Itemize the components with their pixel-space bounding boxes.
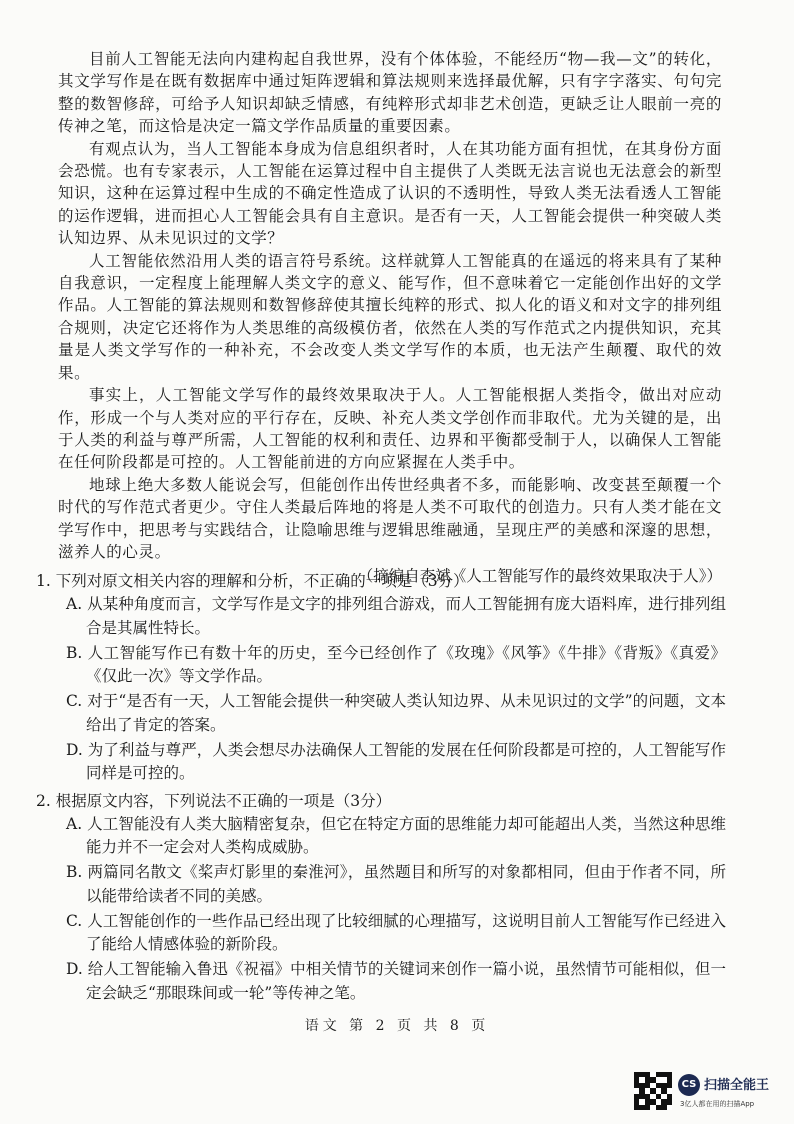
option-a: A. 人工智能没有人类大脑精密复杂，但它在特定方面的思维能力却可能超出人类，当然这种思维能力并不一定会对人类构成威胁。	[66, 814, 726, 856]
passage-paragraph-1: 目前人工智能无法向内建构起自我世界，没有个体体验，不能经历“物—我—文”的转化，其文学写作是在既有数据库中通过矩阵逻辑和算法规则来选择最优解，只有字字落实、句句完整的数智修辞，可给予人知识却缺乏情感，有纯粹形式却非艺术创造，更缺乏让人眼前一亮的传神之笔，而这恰是决定一篇文学作品质量的重要因素。	[58, 50, 722, 136]
question-stem: 2. 根据原文内容，下列说法不正确的一项是（3分）	[36, 791, 392, 810]
question-1	[36, 570, 726, 786]
passage-paragraph-3: 人工智能依然沿用人类的语言符号系统。这样就算人工智能真的在遥远的将来具有了某种自我意识，一定程度上能理解人类文字的意义、能写作，但不意味着它一定能创作出好的文学作品。人工智能的算法规则和数智修辞使其擅长纯粹的形式、拟人化的语义和对文字的排列组合规则，决定它还将作为人类思维的高级模仿者，依然在人类的写作范式之内提供知识，充其量是人类文学写作的一种补充，不会改变人类文学写作的本质，也无法产生颠覆、取代的效果。	[58, 251, 722, 382]
passage-paragraph-2: 有观点认为，当人工智能本身成为信息组织者时，人在其功能方面有担忧，在其身份方面会恐慌。也有专家表示，人工智能在运算过程中自主提供了人类既无法言说也无法意会的新型知识，这种在运算过程中生成的不确定性造成了认识的不透明性，导致人类无法看透人工智能的运作逻辑，进而担心人工智能会具有自主意识。是否有一天，人工智能会提供一种突破人类认知边界、从未见识过的文学？	[58, 139, 722, 248]
question-stem: 1. 下列对原文相关内容的理解和分析，不正确的一项是（3分）	[36, 572, 469, 590]
page-footer: 语文 第 2 页 共 8 页	[304, 1018, 490, 1034]
option-a: A. 从某种角度而言，文学写作是文字的排列组合游戏，而人工智能拥有庞大语料库，进行排列组合是其属性特长。	[66, 595, 726, 637]
passage-paragraph-4: 事实上，人工智能文学写作的最终效果取决于人。人工智能根据人类指令，做出对应动作，形成一个与人类对应的平行存在，反映、补充人类文学创作而非取代。尤为关键的是，出于人类的利益与尊严所需，人工智能的权利和责任、边界和平衡都受制于人，以确保人工智能在任何阶段都是可控的。人工智能前进的方向应紧握在人类手中。	[58, 386, 722, 472]
scanner-tagline: 3亿人都在用的扫描App	[680, 1100, 755, 1108]
camscanner-logo-icon: CS	[678, 1074, 700, 1096]
option-b: B. 两篇同名散文《桨声灯影里的秦淮河》，虽然题目和所写的对象都相同，但由于作者不同，所以能带给读者不同的美感。	[66, 863, 726, 905]
passage-paragraph-5: 地球上绝大多数人能说会写，但能创作出传世经典者不多，而能影响、改变甚至颠覆一个时代的写作范式者更少。守住人类最后阵地的将是人类不可取代的创造力。只有人类才能在文学写作中，把思考与实践结合，让隐喻思维与逻辑思维融通，呈现庄严的美感和深邃的思想，滋养人的心灵。	[58, 475, 722, 561]
passage-source: （摘编自李斌《人工智能写作的最终效果取决于人》）	[357, 567, 722, 586]
scanner-watermark	[634, 1072, 794, 1112]
option-d: D. 为了利益与尊严，人类会想尽办法确保人工智能的发展在任何阶段都是可控的，人工智能写作同样是可控的。	[66, 740, 726, 782]
qr-code-icon	[634, 1072, 672, 1110]
option-c: C. 人工智能创作的一些作品已经出现了比较细腻的心理描写，这说明目前人工智能写作已经进入了能给人情感体验的新阶段。	[66, 911, 726, 953]
scanner-app-name: 扫描全能王	[704, 1078, 770, 1093]
option-d: D. 给人工智能输入鲁迅《祝福》中相关情节的关键词来创作一篇小说，虽然情节可能相似，但一定会缺乏“那眼珠间或一轮”等传神之笔。	[66, 960, 726, 1002]
reading-passage	[58, 48, 722, 587]
question-section	[36, 570, 726, 1009]
question-2	[36, 790, 726, 1006]
option-b: B. 人工智能写作已有数十年的历史，至今已经创作了《玫瑰》《风筝》《牛排》《背叛》《真爱》《仅此一次》等文学作品。	[66, 643, 726, 685]
option-c: C. 对于“是否有一天，人工智能会提供一种突破人类认知边界、从未见识过的文学”的问题，文本给出了肯定的答案。	[66, 692, 726, 734]
